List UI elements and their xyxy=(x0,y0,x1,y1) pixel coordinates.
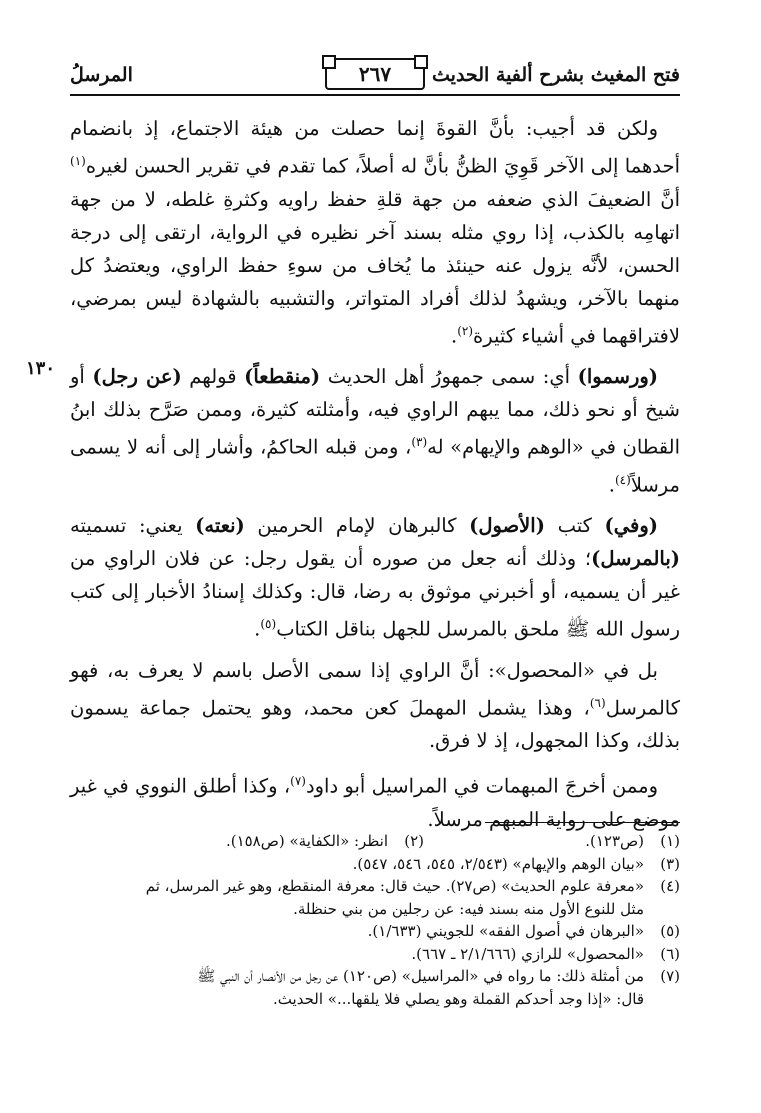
footnote-row xyxy=(70,943,680,966)
verse-word-bil-mursal: (بالمرسل) xyxy=(591,547,680,570)
verse-word-munqati: (منقطعاً) xyxy=(244,365,321,388)
footnote-ref-7: (٧) xyxy=(290,774,306,788)
footnote-number: (٧) xyxy=(660,967,680,985)
footnote-ref-1: (١) xyxy=(70,154,86,168)
frame-ornament-left xyxy=(322,55,336,69)
page-header xyxy=(70,58,680,98)
paragraph-3-text-4: ؛ وذلك أنه جعل من صوره أن يقول رجل: عن فلان الراوي من غير أن يسميه، أو أخبرني موثوق به رضا، قال: وكذلك إسنادُ الأخبار إلى كتب رسول الله ﷺ ملحق بالمرسل للجهل بناقل الكتاب xyxy=(70,547,680,641)
footnote-text xyxy=(70,830,644,853)
footnote-number: (٤) xyxy=(660,877,680,895)
footnote-number: (٣) xyxy=(660,854,680,873)
footnote-row xyxy=(70,830,680,853)
footnotes xyxy=(70,830,680,1010)
paragraph-1 xyxy=(70,112,680,352)
footnote-4-text: «معرفة علوم الحديث» (ص٢٧). حيث قال: معرفة المنقطع، وهو غير المرسل، ثم xyxy=(145,877,644,895)
paragraph-2-text-4: ، ومن قبله الحاكمُ، وأشار إلى أنه لا يسمى مرسلاً xyxy=(70,435,680,496)
verse-word-natuhu: (نعته) xyxy=(195,514,245,537)
page-number-frame xyxy=(325,58,425,90)
paragraph-3-text-3: يعني: تسميته xyxy=(70,514,196,537)
paragraph-2-text-2: قولهم xyxy=(181,365,245,388)
paragraph-3 xyxy=(70,509,680,646)
paragraph-2-text-1: أي: سمى جمهورُ أهل الحديث xyxy=(320,365,578,388)
footnote-row xyxy=(70,965,680,988)
footnote-number: (٦) xyxy=(660,944,680,963)
main-text xyxy=(70,112,680,844)
footnote-6-text: «المحصول» للرازي (٢/١/٦٦٦ ـ ٦٦٧). xyxy=(411,944,644,963)
paragraph-2-text-3: أو شيخ أو نحو ذلك، مما يبهم الراوي فيه، وأمثلته كثيرة، وممن صَرَّح بذلك ابنُ القطان في «الوهم والإيهام» له xyxy=(70,365,680,459)
paragraph-1-end: . xyxy=(450,324,458,347)
footnote-ref-5: (٥) xyxy=(260,617,277,631)
footnote-7-text: من أمثلة ذلك: ما رواه في «المراسيل» (ص١٢٠) عن رجل من الأنصار أن النبي ﷺ xyxy=(197,967,644,985)
page-number: ٢٦٧ xyxy=(358,62,392,86)
chapter-title: المرسلُ xyxy=(70,64,133,86)
footnote-3-text: «بيان الوهم والإيهام» (٢/٥٤٣، ٥٤٥، ٥٤٦، ٥٤٧). xyxy=(352,854,644,873)
footnote-row xyxy=(70,853,680,876)
footnote-ref-3: (٣) xyxy=(411,435,428,449)
margin-verse-number: ١٣٠ xyxy=(26,358,56,379)
paragraph-1-text-a: ولكن قد أجيب: بأنَّ القوةَ إنما حصلت من هيئة الاجتماع، إذ بانضمام أحدهما إلى الآخر قَوِيَ الظنُّ بأنَّ له أصلاً، كما تقدم في تقرير الحسن لغيره xyxy=(70,117,680,178)
footnote-row xyxy=(70,875,680,898)
paragraph-3-end: . xyxy=(254,617,261,641)
verse-word-al-usul: (الأصول) xyxy=(469,514,545,537)
footnote-ref-2: (٢) xyxy=(457,323,474,338)
header-rule xyxy=(70,94,680,96)
paragraph-2-end: . xyxy=(608,473,615,496)
footnote-5-text: «البرهان في أصول الفقه» للجويني (١/٦٣٣). xyxy=(367,922,644,940)
paragraph-4-text-1: بل في «المحصول»: أنَّ الراوي إذا سمى الأصل باسم لا يعرف به، فهو كالمرسل xyxy=(70,658,680,719)
footnote-number: (٥) xyxy=(660,922,680,940)
footnote-7-continuation: قال: «إذا وجد أحدكم القملة وهو يصلي فلا يلقها...» الحديث. xyxy=(273,989,644,1008)
frame-ornament-right xyxy=(414,55,428,69)
paragraph-4-text-2: ، وهذا يشمل المهملَ كعن محمد، وهو يحتمل جماعة يسمون بذلك، وكذا المجهول، إذ لا فرق. xyxy=(70,696,680,752)
footnote-2-text: انظر: «الكفاية» (ص١٥٨). xyxy=(225,832,388,850)
paragraph-1-text-b: أنَّ الضعيفَ الذي ضعفه من جهة قلةِ حفظ راويه وكثرةِ غلطه، لا من جهة اتهامِه بالكذب، إذا روي مثله بسند آخر نظيره في الرواية، ارتقى إلى درجة الحسن، لأنَّه يزول عنه حينئذ ما يُخاف من سوءِ حفظ الراوي، ويعتضدُ كل منهما بالآخر، ويشهدُ لذلك أفراد المتواتر، والتشبيه بالشهادة ليس بمرضي، لافتراقهما في أشياء كثيرة xyxy=(70,187,680,347)
paragraph-4 xyxy=(70,654,680,758)
footnote-number: (١) xyxy=(660,832,680,850)
book-title: فتح المغيث بشرح ألفية الحديث xyxy=(432,64,680,86)
verse-word-rasamu: (ورسموا) xyxy=(577,365,658,388)
paragraph-3-text-2: كالبرهان لإمام الحرمين xyxy=(244,514,470,537)
footnote-row xyxy=(70,920,680,943)
footnote-ref-4: (٤) xyxy=(614,472,631,487)
paragraph-3-text-1: كتب xyxy=(544,514,605,537)
paragraph-5-text-2: ، وكذا أطلق النووي في غير موضع على رواية المبهم مرسلاً. xyxy=(70,774,680,831)
footnote-4-continuation: مثل للنوع الأول منه بسند فيه: عن رجلين من بني حنظلة. xyxy=(293,899,644,918)
footnote-separator xyxy=(485,822,680,823)
paragraph-5-text-1: وممن أخرجَ المبهمات في المراسيل أبو داود xyxy=(305,774,659,798)
footnote-1-text: (ص١٢٣). xyxy=(585,832,644,850)
footnote-ref-6: (٦) xyxy=(589,695,606,710)
paragraph-5 xyxy=(70,765,680,836)
verse-word-an-rajul: (عن رجل) xyxy=(92,365,182,388)
paragraph-2 xyxy=(70,360,680,501)
verse-word-wa-fi: (وفي) xyxy=(604,514,658,537)
footnote-number: (٢) xyxy=(404,832,424,850)
